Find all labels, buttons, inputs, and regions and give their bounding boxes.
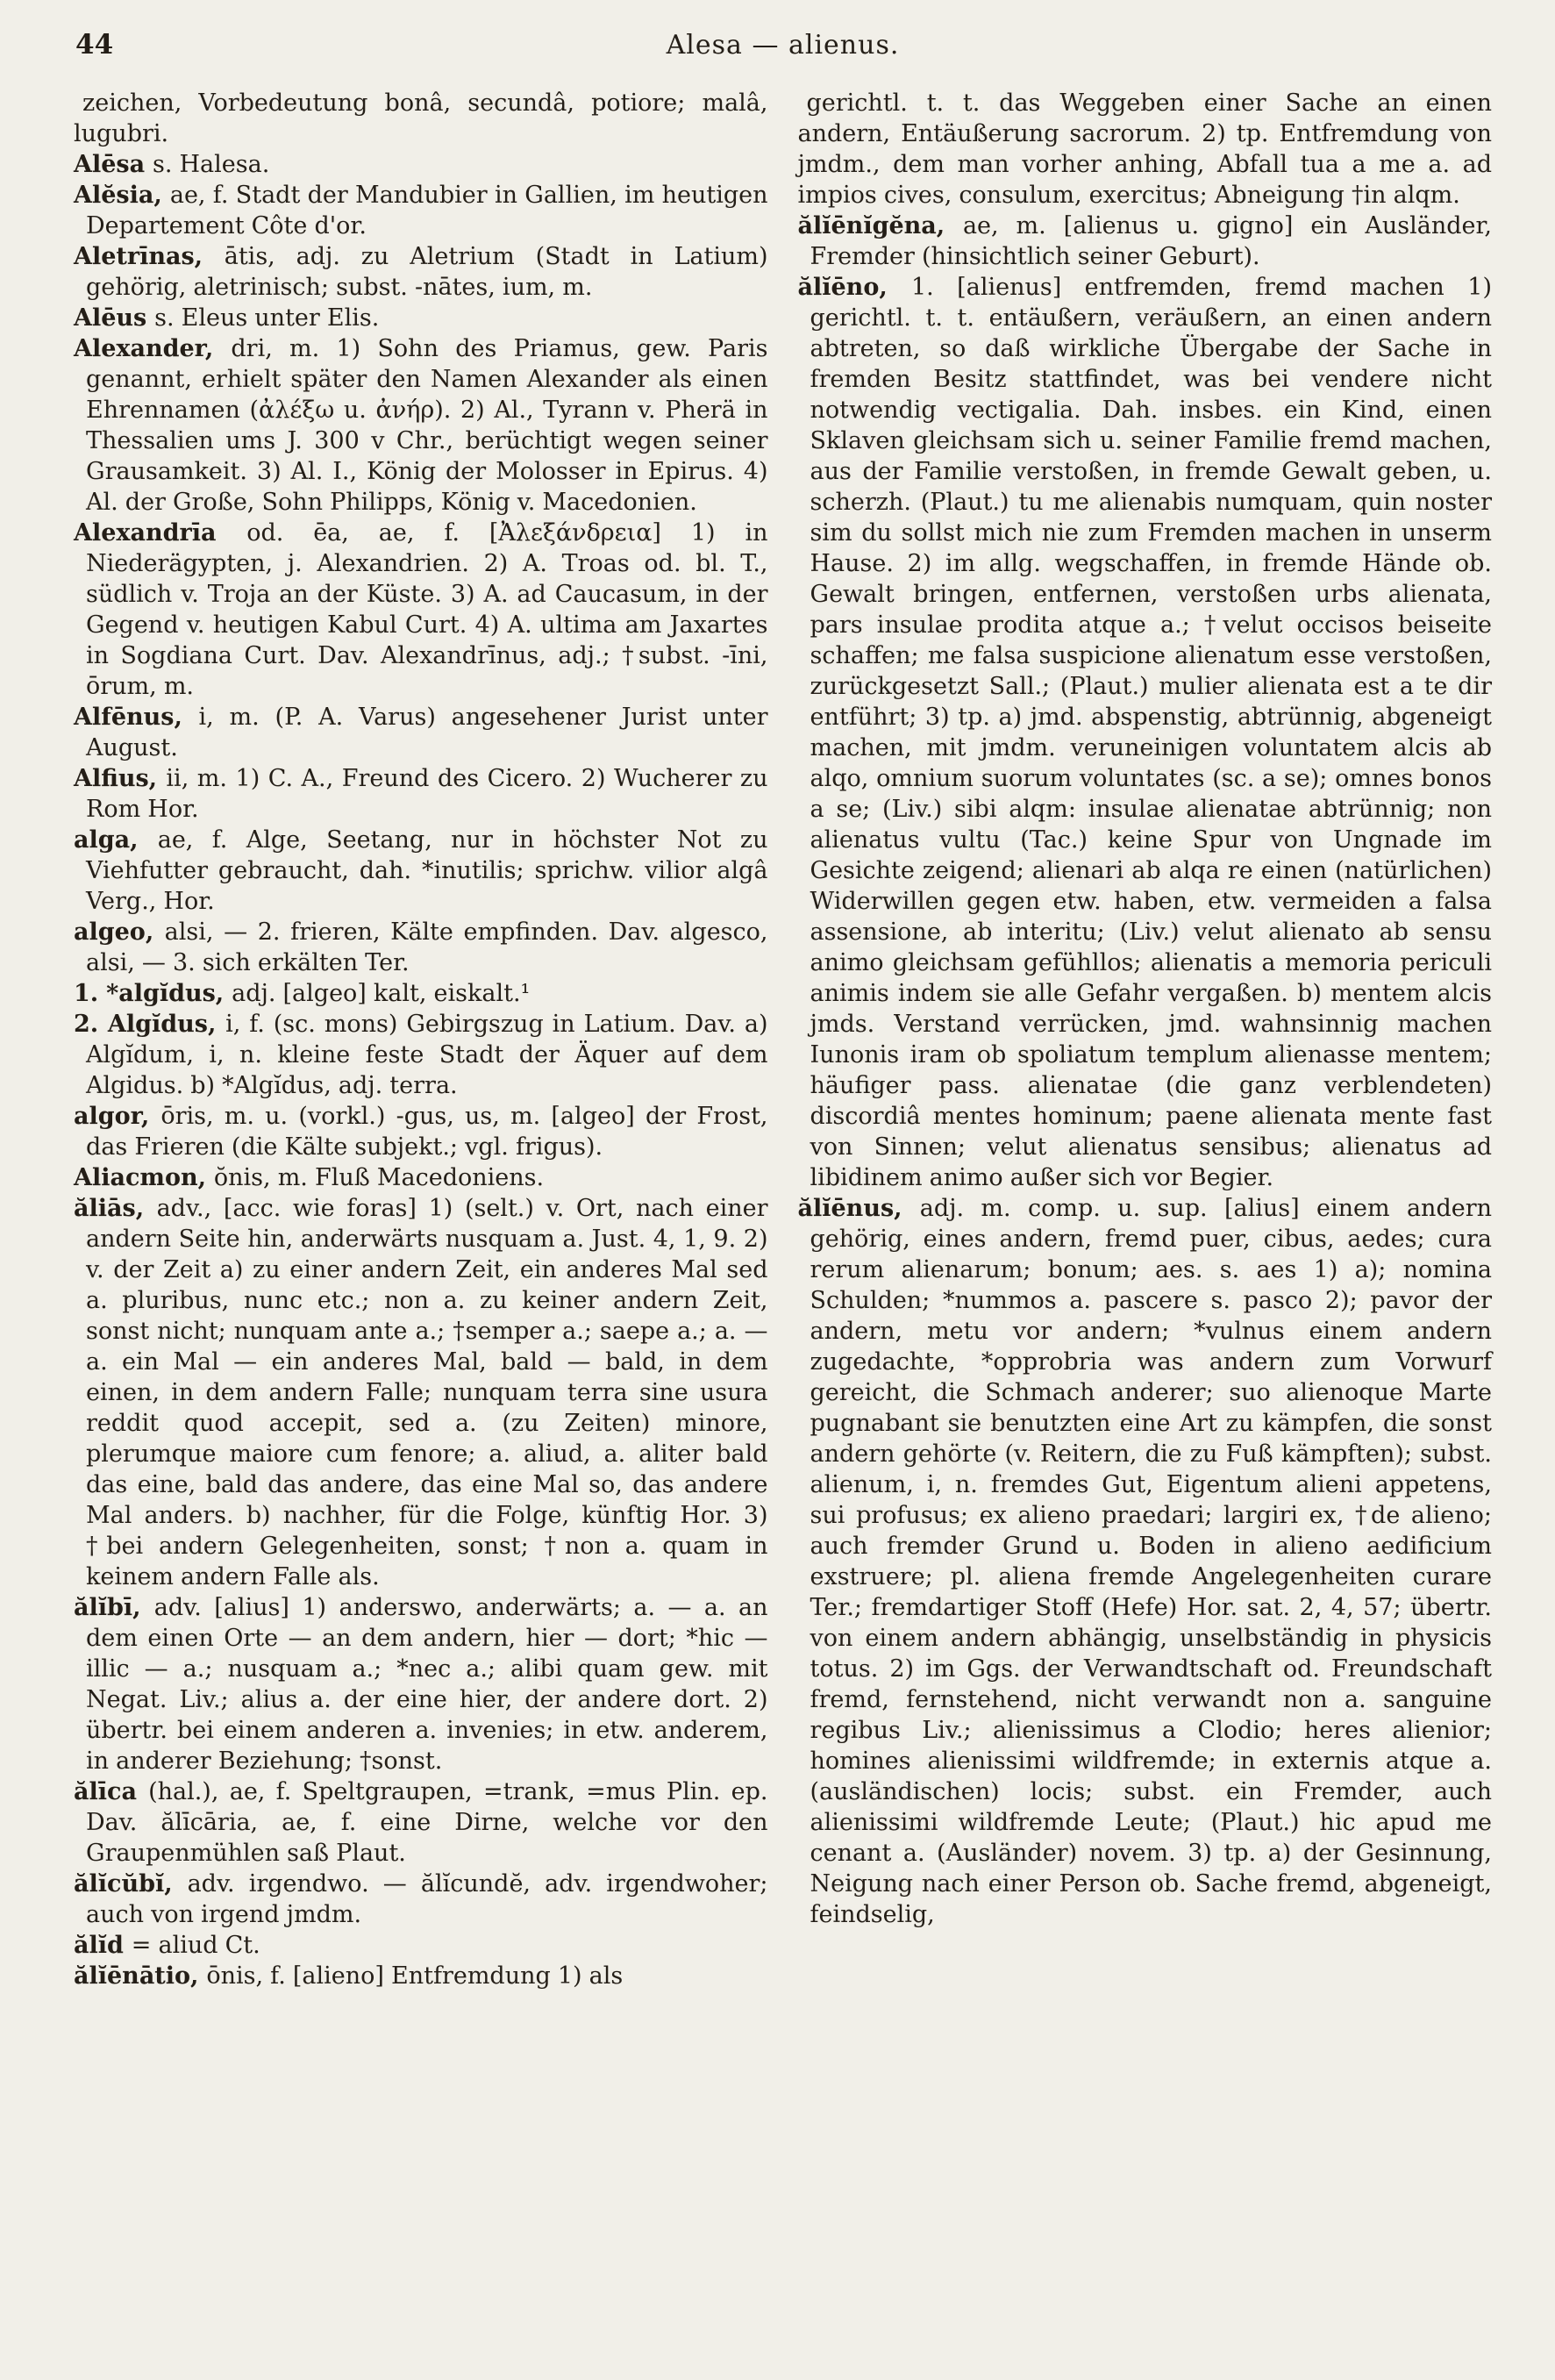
dictionary-entry [74, 1009, 768, 1101]
entry-body: ātis, adj. zu Aletrium (Stadt in Latium) gehörig, aletrinisch; subst. -nātes, ium, m. [86, 243, 768, 301]
entry-body: = aliud Ct. [131, 1932, 260, 1959]
entry-headword: algor, [74, 1103, 161, 1130]
dictionary-entry [74, 241, 768, 303]
dictionary-entry [74, 333, 768, 518]
entry-body: adj. m. comp. u. sup. [alius] einem andern gehörig, eines andern, fremd puer, cibus, aedes; cura rerum alienarum; bonum; aes. s. aes 1) a); nomina Schulden; *nummos a. pascere s. pasco 2); pavor der andern, metu vor andern; *vulnus einem andern zugedachte, *opprobria was andern zum Vorwurf gereicht, die Schmach anderer; suo alienoque Marte pugnabant sie benutzten eine Art zu kämpfen, die sonst andern gehörte (v. Reitern, die zu Fuß kämpften); subst. alienum, i, n. fremdes Gut, Eigentum alieni appetens, sui profusus; ex alieno praedari; largiri ex, †de alieno; auch fremder Grund u. Boden in alieno aedificium exstruere; pl. aliena fremde Angelegenheiten curare Ter.; fremdartiger Stoff (Hefe) Hor. sat. 2, 4, 57; übertr. von einem andern abhängig, unselbständig in physicis totus. 2) im Ggs. der Verwandtschaft od. Freundschaft fremd, fernstehend, nicht verwandt non a. sanguine regibus Liv.; alienissimus a Clodio; heres alienior; homines alienissimi wildfremde; in externis atque a. (ausländischen) locis; subst. ein Fremder, auch alienissimi wildfremde Leute; (Plaut.) hic apud me cenant a. (Ausländer) novem. 3) tp. a) der Gesinnung, Neigung nach einer Person ob. Sache fremd, abgeneigt, feindselig, [810, 1195, 1492, 1928]
dictionary-entry [74, 1101, 768, 1162]
entry-body: adv. irgendwo. — ălĭcundĕ, adv. irgendwoher; auch von irgend jmdm. [86, 1870, 768, 1928]
entry-headword: 2. Algĭdus, [74, 1011, 226, 1038]
dictionary-entry [74, 978, 768, 1009]
entry-headword: Alexander, [74, 335, 232, 362]
entry-headword: Aliacmon, [74, 1164, 214, 1191]
entry-body: zeichen, Vorbedeutung bonâ, secundâ, potiore; malâ, lugubri. [74, 89, 768, 147]
entry-body: adj. [algeo] kalt, eiskalt.¹ [232, 980, 531, 1007]
dictionary-entry [74, 180, 768, 241]
entry-body: ŏnis, m. Fluß Macedoniens. [213, 1164, 545, 1191]
entry-body: ae, m. [alienus u. gigno] ein Ausländer, Fremder (hinsichtlich seiner Geburt). [810, 212, 1493, 270]
entry-headword: Alfēnus, [74, 704, 199, 731]
entry-headword: Alĕsia, [74, 182, 170, 209]
entry-headword: ălĭēnĭgĕna, [797, 212, 963, 239]
dictionary-entry [798, 211, 1493, 272]
entry-body: ae, f. Alge, Seetang, nur in höchster Not zu Viehfutter gebraucht, dah. *inutilis; sprichw. vilior algâ Verg., Hor. [86, 826, 768, 915]
entry-body: s. Halesa. [152, 151, 270, 178]
entry-headword: ălĭēnātio, [74, 1962, 207, 1990]
entry-headword: Aletrīnas, [74, 243, 225, 270]
entry-headword: algeo, [74, 918, 165, 946]
dictionary-entry [798, 272, 1493, 1193]
dictionary-entry [74, 1776, 768, 1869]
left-column [74, 88, 768, 1991]
entry-headword: ălĭbī, [74, 1594, 154, 1621]
entry-headword: Alexandrīa [74, 519, 247, 547]
entry-headword: 1. *algĭdus, [74, 980, 232, 1007]
entry-body: adv., [acc. wie foras] 1) (selt.) v. Ort, nach einer andern Seite hin, anderwärts nusquam a. Just. 4, 1, 9. 2) v. der Zeit a) zu einer andern Zeit, ein anderes Mal sed a. pluribus, nunc etc.; non a. zu keiner andern Zeit, sonst nicht; nunquam ante a.; †semper a.; saepe a.; a. — a. ein Mal — ein anderes Mal, bald — bald, in dem einen, in dem andern Falle; nunquam terra sine usura reddit quod accepit, sed a. (zu Zeiten) minore, plerumque maiore cum fenore; a. aliud, a. aliter bald das eine, bald das andere, das eine Mal so, das andere Mal anders. b) nachher, für die Folge, künftig Hor. 3) †bei andern Gelegenheiten, sonst; †non a. quam in keinem andern Falle als. [86, 1195, 768, 1590]
entry-body: (hal.), ae, f. Speltgraupen, =trank, =mus Plin. ep. Dav. ălīcāria, ae, f. eine Dirne, welche vor den Graupenmühlen saß Plaut. [86, 1778, 768, 1867]
entry-headword: ălĭd [74, 1932, 132, 1959]
dictionary-entry [74, 917, 768, 978]
entry-headword: alga, [74, 826, 158, 854]
dictionary-entry [74, 518, 768, 702]
entry-body: gerichtl. t. t. das Weggeben einer Sache an einen andern, Entäußerung sacrorum. 2) tp. Entfremdung von jmdm., dem man vorher anhing, Abfall tua a me a. ad impios cives, consulum, exercitus; Abneigung †in alqm. [797, 89, 1492, 209]
entry-headword: Alēus [74, 304, 155, 332]
entry-body: od. ēa, ae, f. [Ἀλεξάνδρεια] 1) in Niederägypten, j. Alexandrien. 2) A. Troas od. bl. T., südlich v. Troja an der Küste. 3) A. ad Caucasum, in der Gegend v. heutigen Kabul Curt. 4) A. ultima am Jaxartes in Sogdiana Curt. Dav. Alexandrīnus, adj.; †subst. -īni, ōrum, m. [86, 519, 768, 700]
entry-headword: ălīca [74, 1778, 149, 1805]
text-columns [74, 88, 1492, 1991]
dictionary-entry [74, 303, 768, 333]
entry-body: ōris, m. u. (vorkl.) -gus, us, m. [algeo] der Frost, das Frieren (die Kälte subjekt.; vgl. frigus). [86, 1103, 768, 1161]
entry-body: alsi, — 2. frieren, Kälte empfinden. Dav. algesco, alsi, — 3. sich erkälten Ter. [86, 918, 768, 976]
dictionary-entry [74, 1193, 768, 1592]
entry-body: ōnis, f. [alieno] Entfremdung 1) als [206, 1962, 624, 1990]
entry-body: adv. [alius] 1) anderswo, anderwärts; a. — a. an dem einen Orte — an dem andern, hier — dort; *hic — illic — a.; nusquam a.; *nec a.; alibi quam gew. mit Negat. Liv.; alius a. der eine hier, der andere dort. 2) übertr. bei einem anderen a. invenies; in etw. anderem, in anderer Beziehung; †sonst. [86, 1594, 768, 1775]
entry-body: 1. [alienus] entfremden, fremd machen 1) gerichtl. t. t. entäußern, veräußern, an einen andern abtreten, so daß wirkliche Übergabe der Sache in fremden Besitz stattfindet, was bei vendere nicht notwendig vectigalia. Dah. insbes. ein Kind, einen Sklaven gleichsam sich u. seiner Familie fremd machen, aus der Familie verstoßen, in fremde Gewalt geben, u. scherzh. (Plaut.) tu me alienabis numquam, quin noster sim du sollst mich nie zum Fremden machen in unserm Hause. 2) im allg. wegschaffen, in fremde Hände ob. Gewalt bringen, entfernen, verstoßen urbs alienata, pars insulae prodita atque a.; †velut occisos beiseite schaffen; me falsa suspicione alienatum esse verstoßen, zurückgesetzt Sall.; (Plaut.) mulier alienata est a te dir entführt; 3) tp. a) jmd. abspenstig, abtrünnig, abgeneigt machen, mit jmdm. veruneinigen voluntatem alcis ab alqo, omnium suorum voluntates (sc. a se); omnes bonos a se; (Liv.) sibi alqm: insulae alienatae abtrünnig; non alienatus vultu (Tac.) keine Spur von Ungnade im Gesichte zeigend; alienari ab alqa re einen (natürlichen) Widerwillen gegen etw. haben, etw. vermeiden a falsa assensione, ab interitu; (Liv.) velut alienato ab sensu animo gleichsam gefühllos; alienatis a memoria periculi animis indem sie alle Gefahr vergaßen. b) mentem alcis jmds. Verstand verrücken, jmd. wahnsinnig machen Iunonis iram ob spoliatum templum alienasse mentem; häufiger pass. alienatae (die ganz verblendeten) discordiâ mentes hominum; paene alienata mente fast von Sinnen; velut alienatus sensibus; alienatus ad libidinem animo außer sich vor Begier. [810, 274, 1492, 1191]
dictionary-entry [74, 1961, 768, 1991]
entry-headword: Alēsa [74, 151, 153, 178]
running-title: Alesa — alienus. [666, 30, 900, 61]
page-header [74, 30, 1492, 75]
entry-headword: ăliās, [74, 1195, 157, 1222]
entry-headword: ălĭēnus, [797, 1195, 920, 1222]
dictionary-entry [74, 88, 768, 149]
page-number: 44 [75, 29, 114, 61]
dictionary-entry [798, 88, 1493, 211]
dictionary-entry [74, 825, 768, 917]
entry-body: ae, f. Stadt der Mandubier in Gallien, im heutigen Departement Côte d'or. [86, 182, 768, 239]
right-column [798, 88, 1493, 1930]
entry-body: ii, m. 1) C. A., Freund des Cicero. 2) Wucherer zu Rom Hor. [86, 765, 768, 823]
entry-body: dri, m. 1) Sohn des Priamus, gew. Paris genannt, erhielt später den Namen Alexander als einen Ehrennamen (ἀλέξω u. ἀνήρ). 2) Al., Tyrann v. Pherä in Thessalien ums J. 300 v Chr., berüchtigt wegen seiner Grausamkeit. 3) Al. I., König der Molosser in Epirus. 4) Al. der Große, Sohn Philipps, König v. Macedonien. [86, 335, 768, 516]
dictionary-entry [74, 702, 768, 763]
dictionary-entry [74, 1592, 768, 1776]
dictionary-entry [74, 1869, 768, 1930]
entry-body: i, m. (P. A. Varus) angesehener Jurist unter August. [86, 704, 768, 761]
dictionary-entry [798, 1193, 1493, 1930]
entry-headword: ălĭēno, [797, 274, 911, 301]
dictionary-entry [74, 1162, 768, 1193]
entry-headword: ălĭcŭbĭ, [74, 1870, 188, 1898]
dictionary-entry [74, 1930, 768, 1961]
dictionary-entry [74, 763, 768, 825]
entry-body: s. Eleus unter Elis. [154, 304, 380, 332]
entry-body: i, f. (sc. mons) Gebirgszug in Latium. Dav. a) Algĭdum, i, n. kleine feste Stadt der Äquer auf dem Algidus. b) *Algĭdus, adj. terra. [86, 1011, 768, 1099]
dictionary-entry [74, 149, 768, 180]
entry-headword: Alfius, [74, 765, 167, 792]
